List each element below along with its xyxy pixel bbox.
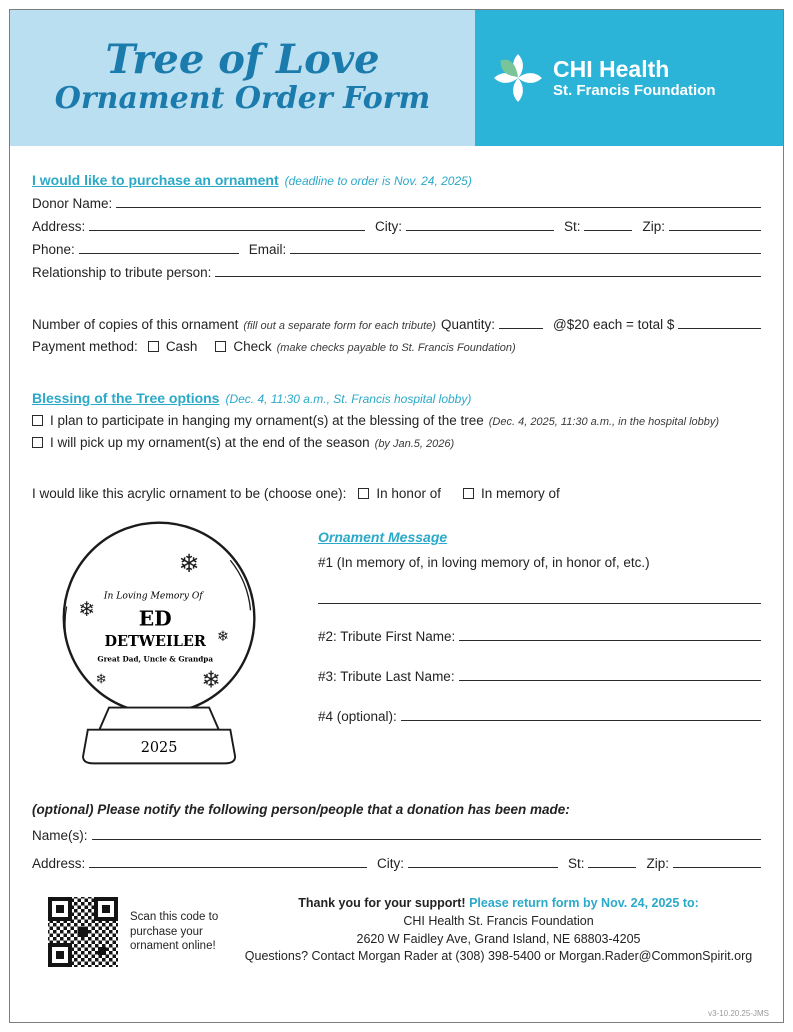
tribute-last-name-label: #3: Tribute Last Name: <box>318 669 455 684</box>
email-label: Email: <box>248 242 287 257</box>
blessing-section-heading: Blessing of the Tree options <box>32 390 220 406</box>
globe-line1: In Loving Memory Of <box>103 591 203 602</box>
notify-address-label: Address: <box>32 856 86 871</box>
quantity-label: Quantity: <box>440 317 495 332</box>
form-title: Tree of Love <box>105 36 380 83</box>
chi-health-logo-icon <box>493 53 543 103</box>
tribute-last-name-row <box>318 668 761 684</box>
snow-globe-illustration <box>32 515 300 776</box>
snowflake-icon: ❄ <box>78 597 96 622</box>
address-label: Address: <box>32 219 86 234</box>
form-subtitle: Ornament Order Form <box>54 81 431 116</box>
phone-field[interactable] <box>79 241 239 254</box>
notify-city-label: City: <box>376 856 404 871</box>
form-body <box>10 146 783 969</box>
blessing-option1-note: (Dec. 4, 2025, 11:30 a.m., in the hospital lobby) <box>488 416 720 428</box>
globe-line2: ED <box>138 606 172 631</box>
state-field[interactable] <box>584 218 632 231</box>
form-title-block <box>10 10 475 146</box>
message-line4-row <box>318 708 761 724</box>
donor-name-row <box>32 195 761 211</box>
quantity-field[interactable] <box>499 316 543 329</box>
footer-return-by-text: Please return form by Nov. 24, 2025 to: <box>469 896 699 910</box>
notify-address-row <box>32 855 761 871</box>
snowflake-icon: ❄ <box>178 548 200 578</box>
cash-label: Cash <box>165 339 198 354</box>
footer-org-line: CHI Health St. Francis Foundation <box>403 913 594 928</box>
address-field[interactable] <box>89 218 365 231</box>
ornament-message-column <box>318 515 761 776</box>
page-border-frame <box>9 9 784 1023</box>
payment-method-label: Payment method: <box>32 339 138 354</box>
price-label: @$20 each = total $ <box>552 317 675 332</box>
phone-email-row <box>32 241 761 257</box>
email-field[interactable] <box>290 241 761 254</box>
globe-message-section <box>32 515 761 776</box>
tribute-first-name-field[interactable] <box>459 628 761 641</box>
blessing-heading-row <box>32 390 761 406</box>
check-note: (make checks payable to St. Francis Foundation) <box>276 342 516 354</box>
brand-name: CHI Health <box>553 55 670 82</box>
check-checkbox[interactable] <box>215 341 226 352</box>
globe-line4: Great Dad, Uncle & Grandpa <box>97 654 214 664</box>
blessing-option1-label: I plan to participate in hanging my ornament(s) at the blessing of the tree <box>50 413 484 428</box>
blessing-option2-note: (by Jan.5, 2026) <box>374 438 455 450</box>
in-memory-checkbox[interactable] <box>463 488 474 499</box>
brand-subtitle: St. Francis Foundation <box>553 82 716 100</box>
copies-note: (fill out a separate form for each tribute) <box>243 320 436 332</box>
qr-code[interactable] <box>46 895 120 969</box>
snowflake-icon: ❄ <box>201 667 221 694</box>
relationship-row <box>32 264 761 280</box>
message-line1-field[interactable] <box>318 590 761 604</box>
footer-thanks-text: Thank you for your support! <box>298 896 466 910</box>
snow-globe-icon <box>32 515 290 773</box>
city-field[interactable] <box>406 218 554 231</box>
notify-section-heading: (optional) Please notify the following person/people that a donation has been made: <box>32 802 570 817</box>
notify-names-row <box>32 827 761 843</box>
message-line4-field[interactable] <box>401 708 761 721</box>
donor-name-label: Donor Name: <box>32 196 113 211</box>
notify-zip-label: Zip: <box>646 856 669 871</box>
copies-label: Number of copies of this ornament <box>32 317 239 332</box>
notify-state-label: St: <box>567 856 585 871</box>
notify-names-field[interactable] <box>92 827 761 840</box>
ornament-message-heading: Ornament Message <box>318 529 448 545</box>
ornament-type-label: I would like this acrylic ornament to be (choose one): <box>32 486 347 501</box>
zip-label: Zip: <box>642 219 665 234</box>
payment-row <box>32 339 761 354</box>
message-line1-label: #1 (In memory of, in loving memory of, in honor of, etc.) <box>318 555 650 570</box>
purchase-section-heading: I would like to purchase an ornament <box>32 172 279 188</box>
check-label: Check <box>233 339 272 354</box>
footer-address-line: 2620 W Faidley Ave, Grand Island, NE 68803-4205 <box>356 931 641 946</box>
qr-caption: Scan this code to purchase your ornament online! <box>130 910 219 953</box>
tribute-first-name-row <box>318 628 761 644</box>
city-label: City: <box>374 219 402 234</box>
blessing-heading-note: (Dec. 4, 11:30 a.m., St. Francis hospital lobby) <box>225 392 472 406</box>
snowflake-icon: ❄ <box>95 671 107 688</box>
notify-address-field[interactable] <box>89 855 367 868</box>
zip-field[interactable] <box>669 218 761 231</box>
notify-names-label: Name(s): <box>32 828 88 843</box>
globe-line3: DETWEILER <box>104 632 206 650</box>
globe-year: 2025 <box>140 739 178 756</box>
relationship-field[interactable] <box>215 264 761 277</box>
purchase-deadline-note: (deadline to order is Nov. 24, 2025) <box>284 174 472 188</box>
copies-row <box>32 316 761 332</box>
relationship-label: Relationship to tribute person: <box>32 265 212 280</box>
footer-questions-line: Questions? Contact Morgan Rader at (308) 398-5400 or Morgan.Rader@CommonSpirit.org <box>244 949 753 964</box>
blessing-option2-row <box>32 435 761 450</box>
footer-text-block <box>242 895 761 966</box>
tribute-last-name-field[interactable] <box>459 668 761 681</box>
blessing-option1-row <box>32 413 761 428</box>
footer-thanks-line <box>242 895 755 913</box>
cash-checkbox[interactable] <box>148 341 159 352</box>
address-row <box>32 218 761 234</box>
notify-state-field[interactable] <box>588 855 636 868</box>
snowflake-icon: ❄ <box>216 629 229 646</box>
in-honor-label: In honor of <box>376 486 441 501</box>
form-version-code: v3-10.20.25-JMS <box>708 1009 769 1018</box>
purchase-heading-row <box>32 172 761 188</box>
notify-city-field[interactable] <box>408 855 558 868</box>
qr-block <box>46 895 242 969</box>
in-memory-label: In memory of <box>480 486 560 501</box>
form-footer <box>32 895 761 969</box>
tribute-first-name-label: #2: Tribute First Name: <box>318 629 456 644</box>
brand-text <box>553 57 716 99</box>
phone-label: Phone: <box>32 242 75 257</box>
message-line4-label: #4 (optional): <box>318 709 397 724</box>
in-honor-checkbox[interactable] <box>358 488 369 499</box>
brand-block <box>475 10 783 146</box>
blessing-option2-label: I will pick up my ornament(s) at the end of the season <box>50 435 370 450</box>
total-field[interactable] <box>678 316 761 329</box>
notify-zip-field[interactable] <box>673 855 761 868</box>
form-header <box>10 10 783 146</box>
ornament-type-row <box>32 486 761 501</box>
hang-ornament-checkbox[interactable] <box>32 415 43 426</box>
pickup-ornament-checkbox[interactable] <box>32 437 43 448</box>
state-label: St: <box>563 219 581 234</box>
donor-name-field[interactable] <box>116 195 761 208</box>
